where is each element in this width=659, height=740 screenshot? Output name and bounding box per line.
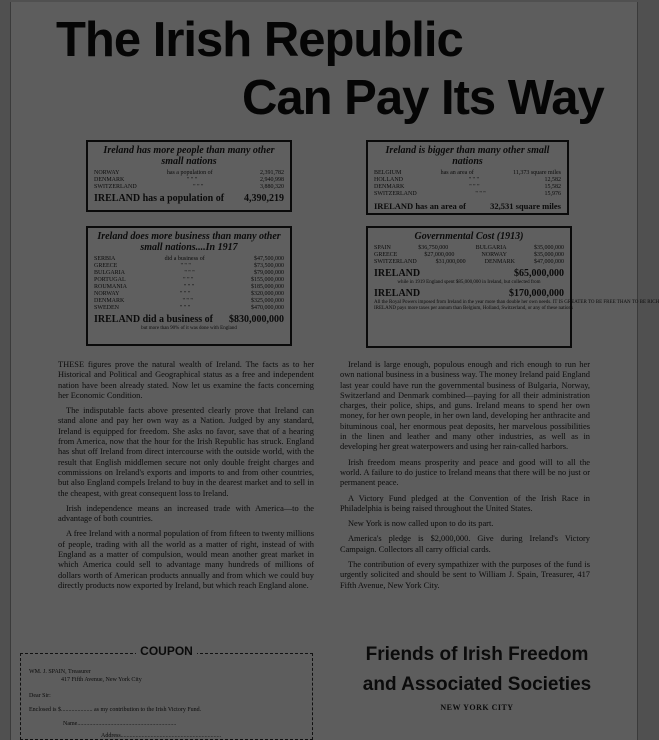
government-row: SWITZERLAND $31,000,000 DENMARK $47,000,000 [374, 259, 564, 265]
business-row: ROUMANIA " " " $185,000,000 [94, 284, 284, 290]
business-row: SWEDEN " " " $470,000,000 [94, 305, 284, 311]
government-ireland-2: IRELAND $170,000,000 [374, 288, 564, 299]
population-total: IRELAND has a population of 4,390,219 [94, 193, 284, 204]
business-row: BULGARIA " " " $79,000,000 [94, 270, 284, 276]
government-note-2: All the Royal Powers imposed from Ireland in the year more than double her own needs. IT IS GREATER TO BE FREE THAN TO BE RICH [374, 300, 659, 305]
population-box-title: Ireland has more people than many other small nations [103, 145, 275, 167]
headline-line-2: Can Pay Its Way [242, 71, 604, 125]
right-paragraph: New York is now called upon to do its part. [348, 519, 494, 529]
area-row: BELGIUM has an area of 11,373 square miles [374, 170, 561, 176]
left-paragraph: THESE figures prove the natural wealth of Ireland. The facts as to her Historical and Political and Geographical status as a free and independent nation have been already stated. Now let us examine the facts concerning her Economic Condition. [58, 360, 314, 400]
population-row: SWITZERLAND " " " 3,880,320 [94, 184, 284, 190]
coupon-salutation: Dear Sir: [29, 693, 51, 699]
business-note: but more than 90% of it was done with England [141, 326, 237, 331]
right-paragraph: The contribution of every sympathizer with the purposes of the fund is urgently solicited and should be sent to William J. Spain, Treasurer, 417 Fifth Avenue, New York City. [340, 560, 590, 590]
headline-line-1: The Irish Republic [56, 13, 463, 67]
business-box [86, 226, 292, 346]
right-article-column [340, 360, 590, 628]
coupon-addressee: WM. J. SPAIN, Treasurer [29, 669, 91, 675]
right-paragraph: Ireland is large enough, populous enough and rich enough to run her own national business in a business way. The money Ireland paid England last year could have run the governmental business of Bulgaria, Norway, Switzerland and Denmark combined—paying for all their administration charges, their police, ships, and guns. Ireland means to spend her own money, for her own people, in her own land, developing her anthracite and bituminous coal, her enormous peat deposits, her marvelous possibilities in the linen and leather and many other industries, as well as in developing her great waterpowers and using her rain-called harbors. [340, 360, 590, 452]
business-row: DENMARK " " " $325,000,000 [94, 298, 284, 304]
right-paragraph: Irish freedom means prosperity and peace and good will to all the world. A failure to do justice to Ireland means that there will be no just or permanent peace. [340, 457, 590, 488]
business-box-title: Ireland does more business than many other small nations....In 1917 [97, 231, 281, 253]
right-paragraph: America's pledge is $2,000,000. Give during Ireland's Victory Campaign. Collectors all carry official cards. [340, 534, 590, 554]
left-paragraph: The indisputable facts above presented clearly prove that Ireland can stand alone and pay her own way as a Nation. Judged by any standard, Ireland is equipped for freedom. She asks no favor, save that of a hearing from America, now that the hour for the Irish Republic has struck. England has shut off Ireland from direct intercourse with the outside world, with the result that English middlemen secure not only double freight charges and commissions on Ireland's exports and imports to and from other countries, but also England compels Ireland to buy in the dearest market and to sell in the cheapest, with great consequent loss to Ireland. [58, 406, 314, 498]
donation-coupon[interactable] [20, 644, 313, 740]
area-box [366, 140, 569, 215]
population-row: DENMARK " " " 2,940,998 [94, 177, 284, 183]
area-row: SWITZERLAND " " " 15,976 [374, 191, 561, 197]
right-paragraph: A Victory Fund pledged at the Convention of the Irish Race in Philadelphia is being raised throughout the United States. [340, 493, 590, 513]
area-total: IRELAND has an area of 32,531 square miles [374, 201, 561, 211]
government-note-1: while in 1919 England spent $85,000,000 in Ireland, but collected from [397, 280, 541, 285]
coupon-address: 417 Fifth Avenue, New York City [61, 677, 142, 683]
coupon-address-field[interactable]: Address................................................................... [101, 733, 222, 739]
government-box-title: Governmental Cost (1913) [414, 231, 524, 242]
government-box [366, 226, 659, 348]
business-row: PORTUGAL " " " $155,000,000 [94, 277, 284, 283]
government-row: GREECE $27,000,000 NORWAY $35,000,000 [374, 252, 564, 258]
sponsor-name: Friends of Irish Freedom and Associated Societies [362, 644, 592, 695]
government-ireland-1: IRELAND $65,000,000 [374, 268, 564, 279]
area-box-title: Ireland is bigger than many other small nations [385, 145, 550, 167]
business-row: NORWAY " " " $320,000,000 [94, 291, 284, 297]
government-note-3: IRELAND pays more taxes per annum than Belgium, Holland, Switzerland, or any of these nations [374, 306, 573, 311]
coupon-name-field[interactable]: Name.................................................................. [63, 721, 177, 727]
coupon-title: COUPON [21, 647, 312, 655]
business-row: GREECE " " " $73,500,000 [94, 263, 284, 269]
business-row: SERBIA did a business of $47,500,000 [94, 256, 284, 262]
area-row: HOLLAND " " " 12,582 [374, 177, 561, 183]
sponsor-city: NEW YORK CITY [440, 703, 514, 712]
population-row: NORWAY has a population of 2,391,782 [94, 170, 284, 176]
government-row: SPAIN $36,750,000 BULGARIA $35,000,000 [374, 245, 564, 251]
coupon-amount-field[interactable]: Enclosed is $..................... as my contribution to the Irish Victory Fund. [29, 707, 202, 713]
business-total: IRELAND did a business of $830,000,000 [94, 314, 284, 325]
population-box [86, 140, 292, 212]
area-row: DENMARK " " " 15,582 [374, 184, 561, 190]
left-paragraph: A free Ireland with a normal population of from fifteen to twenty millions of people, trading with all the world as a matter of right, instead of with England as a matter of compulsion, would mean another great market in which America could sell to advantage many hundreds of millions of dollars worth of American products annually and from which we could buy directly products now exported by Ireland, but which reach England alone. [58, 529, 314, 590]
left-paragraph: Irish independence means an increased trade with America—to the advantage of both countries. [58, 503, 314, 524]
left-article-column [58, 360, 314, 622]
